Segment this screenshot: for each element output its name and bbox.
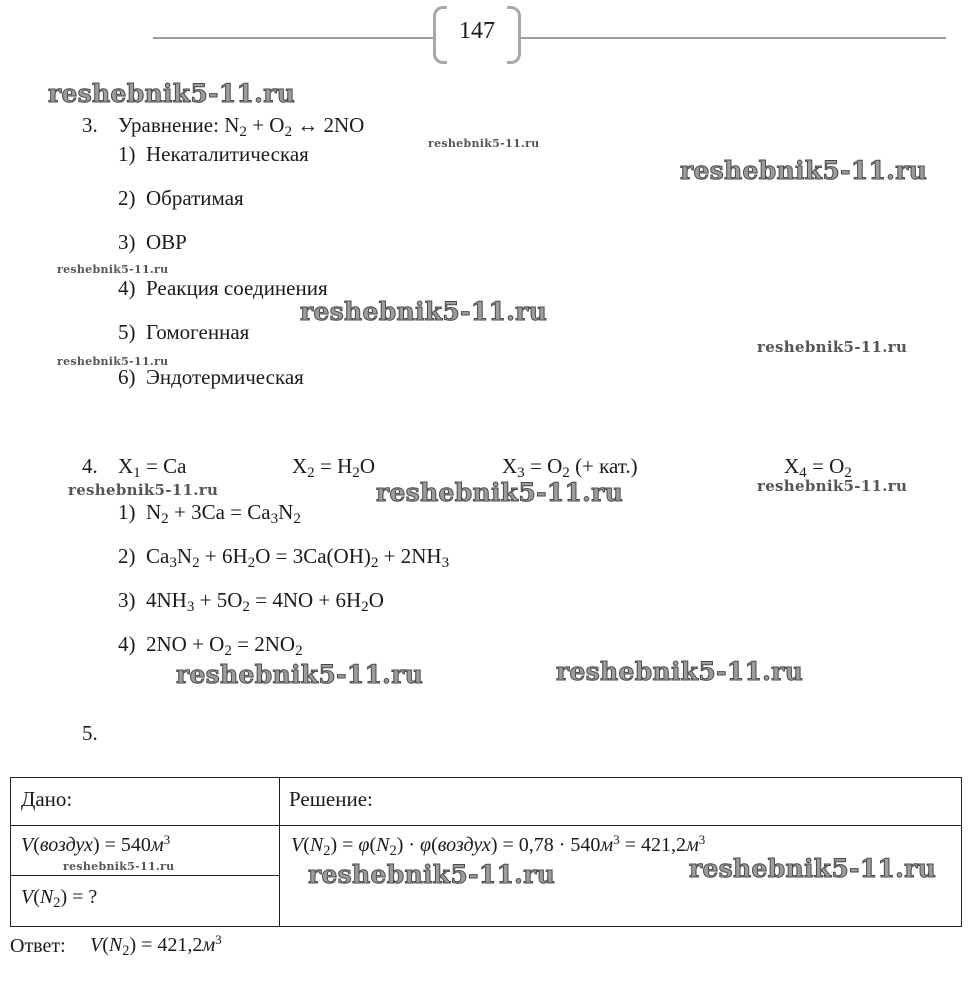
item-text: ОВР bbox=[146, 230, 187, 254]
task3-item-3 bbox=[118, 229, 187, 255]
watermark: reshebnik5-11.ru bbox=[57, 355, 169, 368]
watermark: reshebnik5-11.ru bbox=[68, 481, 219, 499]
item-number: 2) bbox=[118, 186, 136, 210]
watermark: reshebnik5-11.ru bbox=[757, 338, 908, 356]
header-rule-left bbox=[153, 37, 433, 39]
given-find-n2: $V(N_2)$ = ? bbox=[21, 886, 98, 912]
item-text: Реакция соединения bbox=[146, 276, 328, 300]
task3-item-5 bbox=[118, 319, 249, 345]
eq-sub: 2 bbox=[284, 124, 293, 141]
x-value: = Ca bbox=[140, 454, 187, 478]
task4-reaction-2: 2) $Ca_3N_2 + 6H_2O = 3Ca(OH)_2 + 2NH_3$ bbox=[118, 544, 450, 572]
x-value: = O bbox=[524, 454, 563, 478]
task3-equation bbox=[118, 112, 365, 141]
task4-x1 bbox=[118, 453, 187, 482]
x-label: X bbox=[784, 454, 800, 478]
watermark: reshebnik5-11.ru bbox=[689, 854, 937, 883]
task4-x3 bbox=[502, 453, 638, 482]
page-number-box bbox=[433, 6, 521, 64]
item-text: Обратимая bbox=[146, 186, 244, 210]
watermark: reshebnik5-11.ru bbox=[300, 297, 548, 326]
task5-number: 5. bbox=[82, 721, 98, 745]
table-divider-vertical bbox=[279, 778, 280, 926]
item-number: 4) bbox=[118, 276, 136, 300]
eq-sub: 2 bbox=[239, 124, 247, 141]
watermark: reshebnik5-11.ru bbox=[556, 657, 804, 686]
task3-item-1 bbox=[118, 141, 309, 167]
x-value: O bbox=[359, 454, 375, 478]
x-sub: 4 bbox=[799, 465, 807, 482]
item-text: Гомогенная bbox=[146, 320, 250, 344]
x-sub: 2 bbox=[562, 465, 570, 482]
watermark: reshebnik5-11.ru bbox=[63, 860, 175, 873]
task4-number: 4. bbox=[82, 454, 98, 478]
task4-x2 bbox=[292, 453, 375, 482]
x-sub: 2 bbox=[307, 465, 315, 482]
x-label: X bbox=[118, 454, 134, 478]
item-number: 6) bbox=[118, 365, 136, 389]
x-sub: 2 bbox=[844, 465, 852, 482]
watermark: reshebnik5-11.ru bbox=[757, 477, 908, 495]
solution-header: Решение: bbox=[289, 787, 373, 811]
task3-number: 3. bbox=[82, 113, 98, 137]
solution-formula: $V(N_2) = \varphi(N_2)$ · φ(воздух) = $0,78 \cdot 540м^3 = 421,2м^3$ bbox=[291, 831, 706, 860]
item-number: 3) bbox=[118, 230, 136, 254]
item-number: 1) bbox=[118, 142, 136, 166]
page-number: 147 bbox=[459, 18, 495, 44]
table-divider-given bbox=[11, 875, 279, 876]
task4-reaction-3: 3) $4NH_3 + 5O_2 = 4NO + 6H_2O$ bbox=[118, 588, 384, 616]
given-air-volume: V(воздух) = $540м^3$ bbox=[21, 831, 171, 856]
task4-reaction-1: 1) $N_2 + 3Ca = Ca_3N_2$ bbox=[118, 500, 301, 528]
x-value: (+ кат.) bbox=[569, 454, 638, 478]
x-sub: 3 bbox=[517, 465, 525, 482]
x-sub: 2 bbox=[352, 465, 360, 482]
task3-item-2 bbox=[118, 185, 244, 211]
watermark: reshebnik5-11.ru bbox=[48, 79, 296, 108]
item-text: Некаталитическая bbox=[146, 142, 309, 166]
task4-reaction-4: 4) $2NO + O_2 = 2NO_2$ bbox=[118, 632, 303, 660]
eq-text: + O bbox=[246, 113, 285, 137]
item-text: Эндотермическая bbox=[146, 365, 304, 389]
watermark: reshebnik5-11.ru bbox=[176, 660, 424, 689]
answer-value: $V(N_2) = 421,2м^3$ bbox=[90, 931, 222, 960]
x-label: X bbox=[292, 454, 308, 478]
header-rule-right bbox=[521, 37, 946, 39]
item-number: 2) bbox=[118, 544, 136, 568]
watermark: reshebnik5-11.ru bbox=[57, 263, 169, 276]
x-value: = O bbox=[806, 454, 845, 478]
x-value: = H bbox=[314, 454, 353, 478]
item-number: 5) bbox=[118, 320, 136, 344]
item-number: 4) bbox=[118, 632, 136, 656]
x-label: X bbox=[502, 454, 518, 478]
task3-item-6 bbox=[118, 364, 304, 390]
watermark: reshebnik5-11.ru bbox=[428, 137, 540, 150]
eq-text: ↔ 2NO bbox=[292, 113, 365, 137]
given-solution-table bbox=[10, 777, 962, 927]
item-number: 1) bbox=[118, 500, 136, 524]
task4-x4 bbox=[784, 453, 852, 482]
table-divider-header bbox=[11, 825, 961, 826]
watermark: reshebnik5-11.ru bbox=[680, 156, 928, 185]
task3-item-4 bbox=[118, 275, 328, 301]
eq-text: Уравнение: N bbox=[118, 113, 240, 137]
watermark: reshebnik5-11.ru bbox=[376, 478, 624, 507]
watermark: reshebnik5-11.ru bbox=[308, 860, 556, 889]
answer-label: Ответ: bbox=[10, 935, 66, 957]
x-sub: 1 bbox=[133, 465, 141, 482]
given-header: Дано: bbox=[21, 787, 73, 811]
item-number: 3) bbox=[118, 588, 136, 612]
